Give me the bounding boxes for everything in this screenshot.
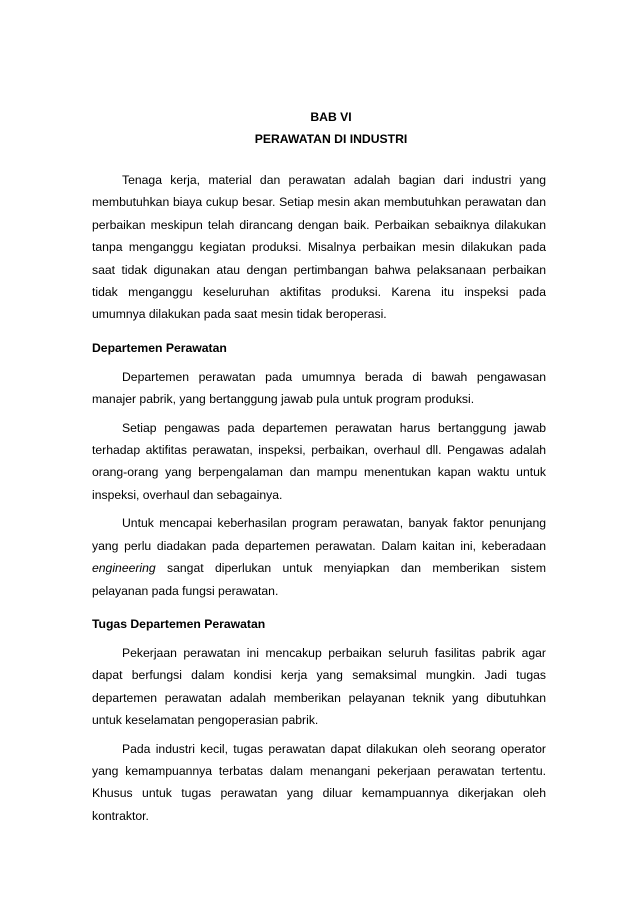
section1-paragraph-3 — [92, 512, 546, 602]
chapter-title-block — [92, 106, 546, 150]
section2-paragraph-1: Pekerjaan perawatan ini mencakup perbaikan seluruh fasilitas pabrik agar dapat berfungsi dalam kondisi kerja yang semaksimal mungkin. Jadi tugas departemen perawatan adalah memberikan pelayanan teknik yang dibutuhkan untuk keselamatan pengoperasian pabrik. — [92, 645, 546, 728]
italic-term: engineering — [92, 561, 156, 576]
section1-paragraph-2: Setiap pengawas pada departemen perawatan harus bertanggung jawab terhadap aktifitas perawatan, inspeksi, perbaikan, overhaul dll. Pengawas adalah orang-orang yang berpengalaman dan mampu menentukan kapan waktu untuk inspeksi, overhaul dan sebagainya. — [92, 420, 546, 502]
paragraph-text: Untuk mencapai keberhasilan program perawatan, banyak faktor penunjang yang perlu diadakan pada departemen perawatan. Dalam kaitan ini, keberadaan — [92, 516, 546, 553]
section-heading-tugas-departemen-perawatan: Tugas Departemen Perawatan — [92, 616, 266, 631]
section2-paragraph-2: Pada industri kecil, tugas perawatan dapat dilakukan oleh seorang operator yang kemampuannya terbatas dalam menangani pekerjaan perawatan tertentu. Khusus untuk tugas perawatan yang diluar kemampuannya dikerjakan oleh kontraktor. — [92, 741, 546, 823]
chapter-title: PERAWATAN DI INDUSTRI — [254, 132, 408, 146]
chapter-number: BAB VI — [310, 110, 352, 124]
section-heading-departemen-perawatan: Departemen Perawatan — [92, 340, 227, 355]
intro-paragraph: Tenaga kerja, material dan perawatan adalah bagian dari industri yang membutuhkan biaya cukup besar. Setiap mesin akan membutuhkan perawatan dan perbaikan meskipun telah dirancang dengan baik. Perbaikan sebaiknya dilakukan tanpa menganggu kegiatan produksi. Misalnya perbaikan mesin dilakukan pada saat tidak digunakan atau dengan pertimbangan bahwa pelaksanaan perbaikan tidak menganggu keseluruhan aktifitas produksi. Karena itu inspeksi pada umumnya dilakukan pada saat mesin tidak beroperasi. — [92, 173, 546, 322]
section1-paragraph-1: Departemen perawatan pada umumnya berada di bawah pengawasan manajer pabrik, yang bertanggung jawab pula untuk program produksi. — [92, 369, 546, 407]
paragraph-text: sangat diperlukan untuk menyiapkan dan memberikan sistem pelayanan pada fungsi perawatan. — [92, 561, 546, 598]
